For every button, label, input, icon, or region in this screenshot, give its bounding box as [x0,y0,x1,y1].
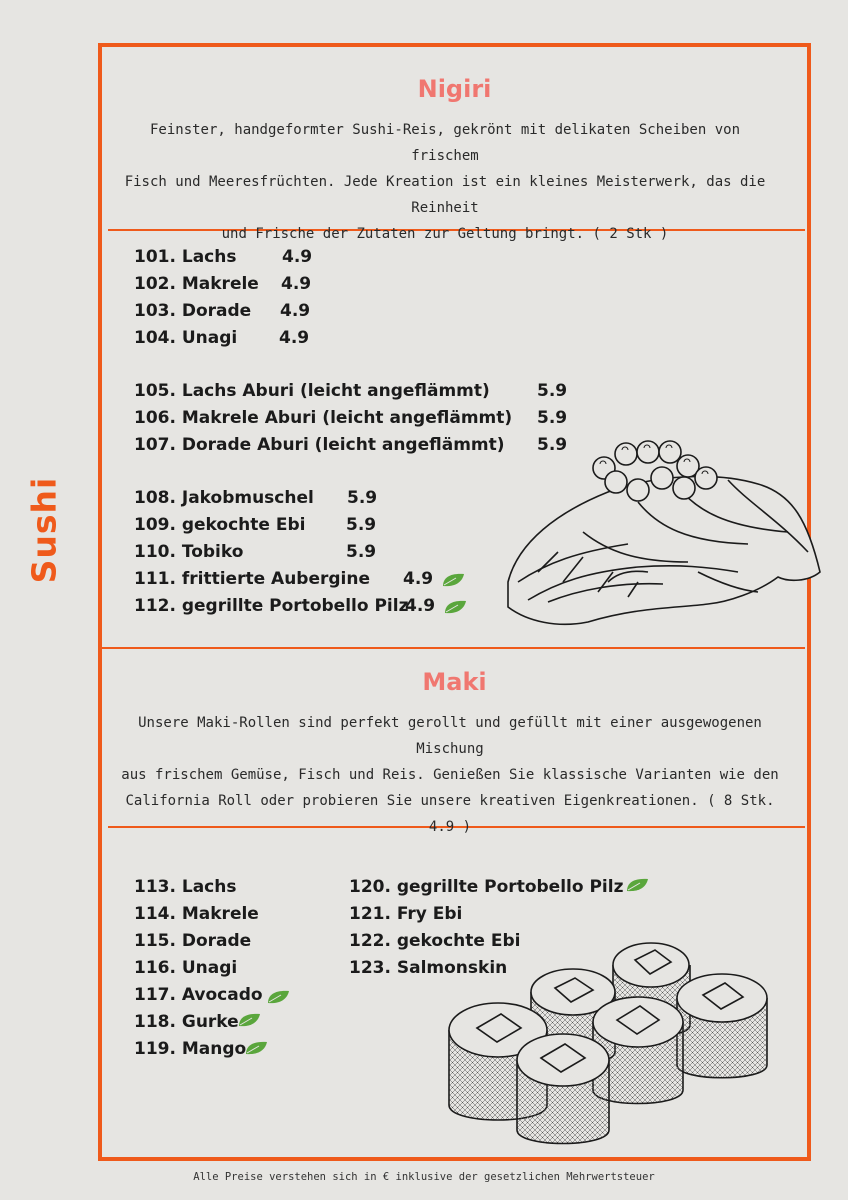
menu-item-name: 113. Lachs [134,877,237,897]
menu-item-name: 104. Unagi [134,328,238,348]
nigiri-description: Feinster, handgeformter Sushi-Reis, gekrönt mit delikaten Scheiben von frischem Fisch und Meeresfrüchten. Jede Kreation ist ein kleines Meisterwerk, das die Reinheit und Frische der Zutaten zur Geltung bringt. ( 2 Stk ) [124,122,766,242]
leaf-icon [237,1012,261,1028]
menu-item-price: 4.9 [281,274,312,294]
menu-item-price: 4.9 [405,596,436,616]
menu-item-price: 5.9 [346,515,377,535]
side-title: Sushi [24,476,64,584]
menu-item-price: 4.9 [282,247,313,267]
menu-item-name: 111. frittierte Aubergine [134,569,371,589]
menu-item-name: 109. gekochte Ebi [134,515,306,535]
menu-item-name: 106. Makrele Aburi (leicht angeflämmt) [134,408,513,428]
nigiri-title: Nigiri [417,75,492,103]
maki-illustration [445,940,775,1150]
menu-item-name: 112. gegrillte Portobello Pilz [134,596,409,616]
leaf-icon [443,599,467,615]
menu-item-name: 101. Lachs [134,247,237,267]
menu-item-name: 105. Lachs Aburi (leicht angeflämmt) [134,381,490,401]
menu-item-price: 5.9 [537,381,568,401]
menu-item-name: 120. gegrillte Portobello Pilz [349,877,624,897]
menu-item-name: 117. Avocado [134,985,263,1005]
maki-description: Unsere Maki-Rollen sind perfekt gerollt und gefüllt mit einer ausgewogenen Mischung aus frischem Gemüse, Fisch und Reis. Genießen Sie klassische Varianten wie den California Roll oder probieren Sie unsere kreativen Eigenkreationen. ( 8 Stk. 4.9 ) [121,715,779,835]
leaf-icon [625,877,649,893]
menu-item-name: 108. Jakobmuschel [134,488,314,508]
leaf-icon [266,989,290,1005]
menu-item-price: 5.9 [537,435,568,455]
menu-item-name: 114. Makrele [134,904,259,924]
menu-item-name: 115. Dorade [134,931,252,951]
menu-item-name: 102. Makrele [134,274,259,294]
menu-item-name: 122. gekochte Ebi [349,931,521,951]
menu-item-name: 119. Mango [134,1039,247,1059]
menu-item-name: 118. Gurke [134,1012,239,1032]
menu-item-name: 103. Dorade [134,301,252,321]
menu-item-price: 5.9 [346,542,377,562]
leaf-icon [244,1040,268,1056]
menu-item-name: 107. Dorade Aburi (leicht angeflämmt) [134,435,505,455]
menu-item-price: 5.9 [537,408,568,428]
nigiri-illustration [488,432,828,632]
menu-item-name: 110. Tobiko [134,542,244,562]
menu-item-price: 4.9 [279,328,310,348]
menu-item-price: 4.9 [403,569,434,589]
menu-item-name: 123. Salmonskin [349,958,508,978]
divider [100,647,805,649]
menu-item-name: 121. Fry Ebi [349,904,463,924]
menu-item-price: 4.9 [280,301,311,321]
maki-title: Maki [422,668,487,696]
menu-item-price: 5.9 [347,488,378,508]
footer-note: Alle Preise verstehen sich in € inklusive der gesetzlichen Mehrwertsteuer [193,1171,655,1183]
menu-item-name: 116. Unagi [134,958,238,978]
leaf-icon [441,572,465,588]
